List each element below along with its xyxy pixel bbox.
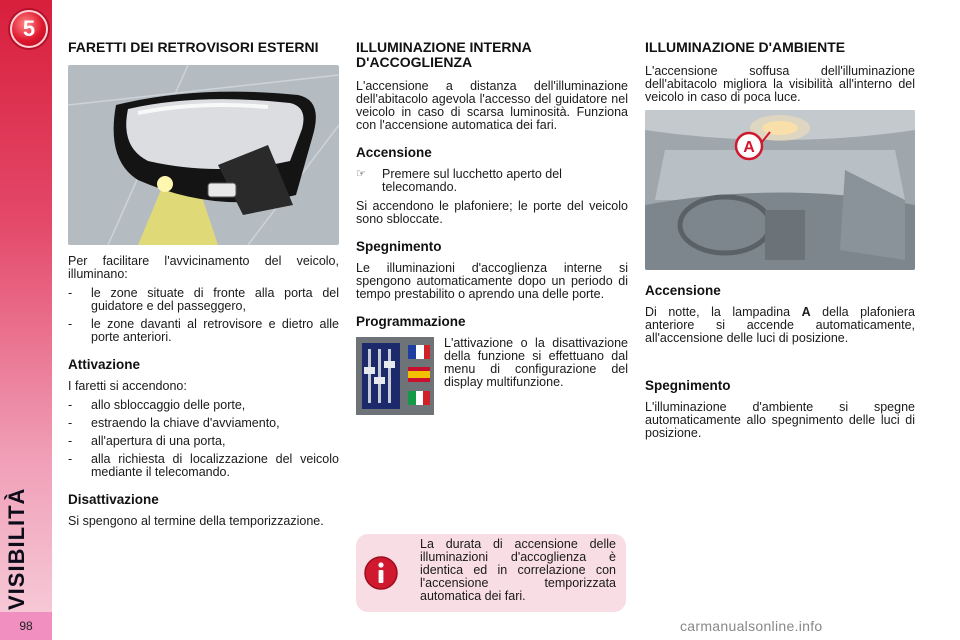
list-item: - allo sbloccaggio delle porte, <box>68 398 246 412</box>
page-number: 98 <box>0 612 52 640</box>
column-ambient-lighting <box>645 40 915 446</box>
watermark: carmanualsonline.info <box>680 618 823 634</box>
list-item: - le zone davanti al retrovisore e dietro alle porte anteriori. <box>68 317 339 344</box>
activation-heading: Attivazione <box>68 357 141 372</box>
ambient-lighting-intro: L'accensione soffusa dell'illuminazione dell'abitacolo migliora la visibilità all'interno del veicolo in caso di poca luce. <box>645 64 915 104</box>
column-welcome-lighting <box>356 40 628 415</box>
ambient-off-heading: Spegnimento <box>645 378 731 393</box>
mirror-lights-title: FARETTI DEI RETROVISORI ESTERNI <box>68 39 319 55</box>
info-icon <box>364 556 398 590</box>
list-item: - le zone situate di fronte alla porta del guidatore e del passeggero, <box>68 286 339 313</box>
welcome-on-step: ☞ Premere sul lucchetto aperto del telecomando. <box>356 167 562 194</box>
mirror-lights-intro: Per facilitare l'avvicinamento del veicolo, illuminano: <box>68 254 339 281</box>
programming-block <box>356 337 628 415</box>
deactivation-text: Si spengono al termine della temporizzazione. <box>68 514 324 528</box>
ambient-on-heading: Accensione <box>645 283 721 298</box>
info-note-text: La durata di accensione delle illuminazioni d'accoglienza è identica ed in correlazione con l'accensione temporizzata automatica dei fari. <box>420 536 616 603</box>
list-item: - all'apertura di una porta, <box>68 434 226 448</box>
welcome-lighting-intro: L'accensione a distanza dell'illuminazione dell'abitacolo agevola l'accesso del guidatore nel veicolo in caso di scarsa luminosità. Funziona con l'accensione automatica dei fari. <box>356 79 628 132</box>
welcome-off-text: Le illuminazioni d'accoglienza interne si spengono automaticamente dopo un periodo di tempo prestabilito o aprendo una delle porte. <box>356 261 628 301</box>
cabin-interior-illustration <box>645 110 915 270</box>
deactivation-heading: Disattivazione <box>68 492 159 507</box>
mirror-lights-list <box>68 287 339 344</box>
callout-label-a: A <box>743 139 755 156</box>
pointing-hand-icon: ☞ <box>356 168 366 180</box>
programming-text: L'attivazione o la disattivazione della funzione si effettuano dal menu di configurazione del display multifunzione. <box>444 336 628 389</box>
ambient-on-text: Di notte, la lampadina A della plafoniera anteriore si accende automaticamente, all'accensione delle luci di posizione. <box>645 305 915 345</box>
activation-intro: I faretti si accendono: <box>68 379 187 393</box>
list-item: - estraendo la chiave d'avviamento, <box>68 416 280 430</box>
mirror-light-illustration <box>68 65 339 245</box>
info-note-box <box>356 534 626 612</box>
ambient-off-text: L'illuminazione d'ambiente si spegne automaticamente allo spegnimento delle luci di posizione. <box>645 400 915 440</box>
activation-list <box>68 399 339 479</box>
display-settings-icon <box>356 337 434 415</box>
column-mirror-lights <box>68 40 339 534</box>
chapter-sidebar <box>0 0 52 640</box>
ambient-lighting-title: ILLUMINAZIONE D'AMBIENTE <box>645 39 846 55</box>
list-item: - alla richiesta di localizzazione del veicolo mediante il telecomando. <box>68 452 339 479</box>
welcome-lighting-title: ILLUMINAZIONE INTERNA D'ACCOGLIENZA <box>356 39 532 70</box>
welcome-off-heading: Spegnimento <box>356 239 442 254</box>
section-title: VISIBILITÀ <box>4 487 29 610</box>
chapter-number-badge: 5 <box>10 10 48 48</box>
welcome-on-heading: Accensione <box>356 145 432 160</box>
welcome-on-text: Si accendono le plafoniere; le porte del veicolo sono sbloccate. <box>356 199 628 226</box>
programming-heading: Programmazione <box>356 314 466 329</box>
